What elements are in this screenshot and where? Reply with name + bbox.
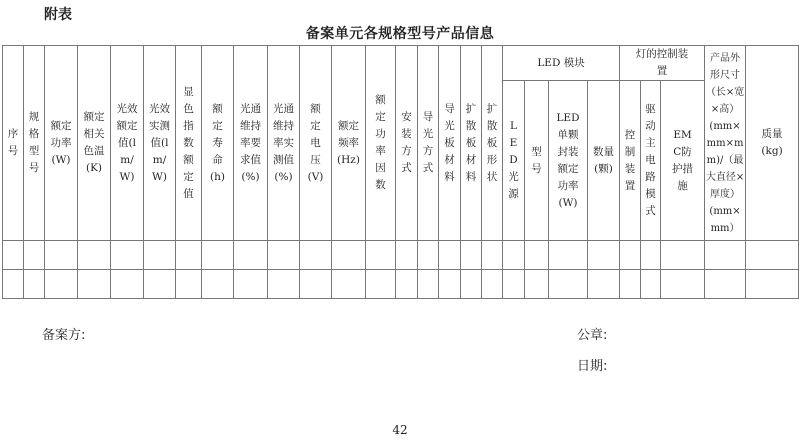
header-cell: EMC防护措施: [661, 81, 705, 241]
header-cell: 驱动主电路模式: [641, 81, 661, 241]
data-cell[interactable]: [24, 241, 45, 270]
data-cell[interactable]: [268, 241, 300, 270]
data-cell[interactable]: [300, 270, 332, 299]
data-cell[interactable]: [176, 270, 202, 299]
data-cell[interactable]: [461, 241, 482, 270]
data-cell[interactable]: [641, 241, 661, 270]
data-cell[interactable]: [661, 241, 705, 270]
data-cell[interactable]: [3, 270, 24, 299]
header-cell: 光通维持率实测值(%): [268, 46, 300, 241]
data-cell[interactable]: [439, 270, 461, 299]
header-cell-mass: 质量(kg): [746, 46, 799, 241]
seal-label: 公章:: [577, 328, 608, 343]
data-cell[interactable]: [705, 270, 746, 299]
data-cell[interactable]: [78, 270, 111, 299]
data-cell[interactable]: [503, 241, 525, 270]
data-cell[interactable]: [549, 241, 588, 270]
appendix-label: 附表: [44, 7, 72, 23]
table-row: [3, 270, 799, 299]
header-cell: 安装方式: [396, 46, 418, 241]
data-cell[interactable]: [300, 241, 332, 270]
data-cell[interactable]: [111, 270, 144, 299]
data-cell[interactable]: [620, 241, 641, 270]
group-header-led-module: LED 模块: [503, 46, 620, 81]
header-cell: 序号: [3, 46, 24, 241]
date-label: 日期:: [577, 359, 608, 374]
data-cell[interactable]: [366, 241, 396, 270]
data-cell[interactable]: [418, 241, 439, 270]
header-cell: 导光板材料: [439, 46, 461, 241]
data-cell[interactable]: [746, 241, 799, 270]
header-cell: 光效额定值(lm/W): [111, 46, 144, 241]
data-cell[interactable]: [78, 241, 111, 270]
header-cell: LED单颗封装额定功率(W): [549, 81, 588, 241]
header-cell: 控制装置: [620, 81, 641, 241]
header-cell: 显色指数额定值: [176, 46, 202, 241]
data-cell[interactable]: [176, 241, 202, 270]
page-number: 42: [392, 423, 408, 437]
header-cell: LED光源: [503, 81, 525, 241]
data-cell[interactable]: [202, 241, 234, 270]
data-cell[interactable]: [503, 270, 525, 299]
data-cell[interactable]: [549, 270, 588, 299]
data-cell[interactable]: [705, 241, 746, 270]
data-cell[interactable]: [396, 241, 418, 270]
data-cell[interactable]: [268, 270, 300, 299]
product-info-table: [2, 45, 799, 299]
data-cell[interactable]: [439, 241, 461, 270]
header-cell: 光通维持率要求值(%): [234, 46, 268, 241]
data-cell[interactable]: [3, 241, 24, 270]
data-cell[interactable]: [45, 241, 78, 270]
header-cell: 额定功率(W): [45, 46, 78, 241]
filer-label: 备案方:: [42, 328, 86, 343]
table-row: [3, 241, 799, 270]
data-cell[interactable]: [482, 241, 503, 270]
data-cell[interactable]: [202, 270, 234, 299]
data-cell[interactable]: [461, 270, 482, 299]
header-cell: 额定功率因数: [366, 46, 396, 241]
data-cell[interactable]: [525, 270, 549, 299]
data-cell[interactable]: [234, 241, 268, 270]
data-cell[interactable]: [144, 270, 176, 299]
data-cell[interactable]: [746, 270, 799, 299]
header-cell: 额定电压(V): [300, 46, 332, 241]
header-cell: 额定相关色温(K): [78, 46, 111, 241]
header-cell: 光效实测值(lm/W): [144, 46, 176, 241]
data-cell[interactable]: [525, 241, 549, 270]
header-row-top: [3, 46, 799, 81]
data-cell[interactable]: [482, 270, 503, 299]
data-cell[interactable]: [234, 270, 268, 299]
header-cell-dimensions: 产品外形尺寸（长×宽×高）(mm×mm×mm)/（最大直径×厚度）(mm×mm）: [705, 46, 746, 241]
data-cell[interactable]: [396, 270, 418, 299]
data-cell[interactable]: [418, 270, 439, 299]
data-cell[interactable]: [111, 241, 144, 270]
header-cell: 型号: [525, 81, 549, 241]
data-cell[interactable]: [144, 241, 176, 270]
header-cell: 额定频率(Hz): [332, 46, 366, 241]
group-header-control-gear: 灯的控制装置: [620, 46, 705, 81]
header-cell: 导光方式: [418, 46, 439, 241]
data-cell[interactable]: [24, 270, 45, 299]
data-cell[interactable]: [641, 270, 661, 299]
data-cell[interactable]: [588, 270, 620, 299]
data-cell[interactable]: [332, 270, 366, 299]
data-cell[interactable]: [45, 270, 78, 299]
header-cell: 数量(颗): [588, 81, 620, 241]
header-cell: 额定寿命(h): [202, 46, 234, 241]
data-cell[interactable]: [332, 241, 366, 270]
data-cell[interactable]: [620, 270, 641, 299]
header-cell: 扩散板材料: [461, 46, 482, 241]
data-cell[interactable]: [661, 270, 705, 299]
header-cell: 扩散板形状: [482, 46, 503, 241]
data-cell[interactable]: [366, 270, 396, 299]
data-cell[interactable]: [588, 241, 620, 270]
header-cell: 规格型号: [24, 46, 45, 241]
table-title: 备案单元各规格型号产品信息: [305, 26, 495, 42]
